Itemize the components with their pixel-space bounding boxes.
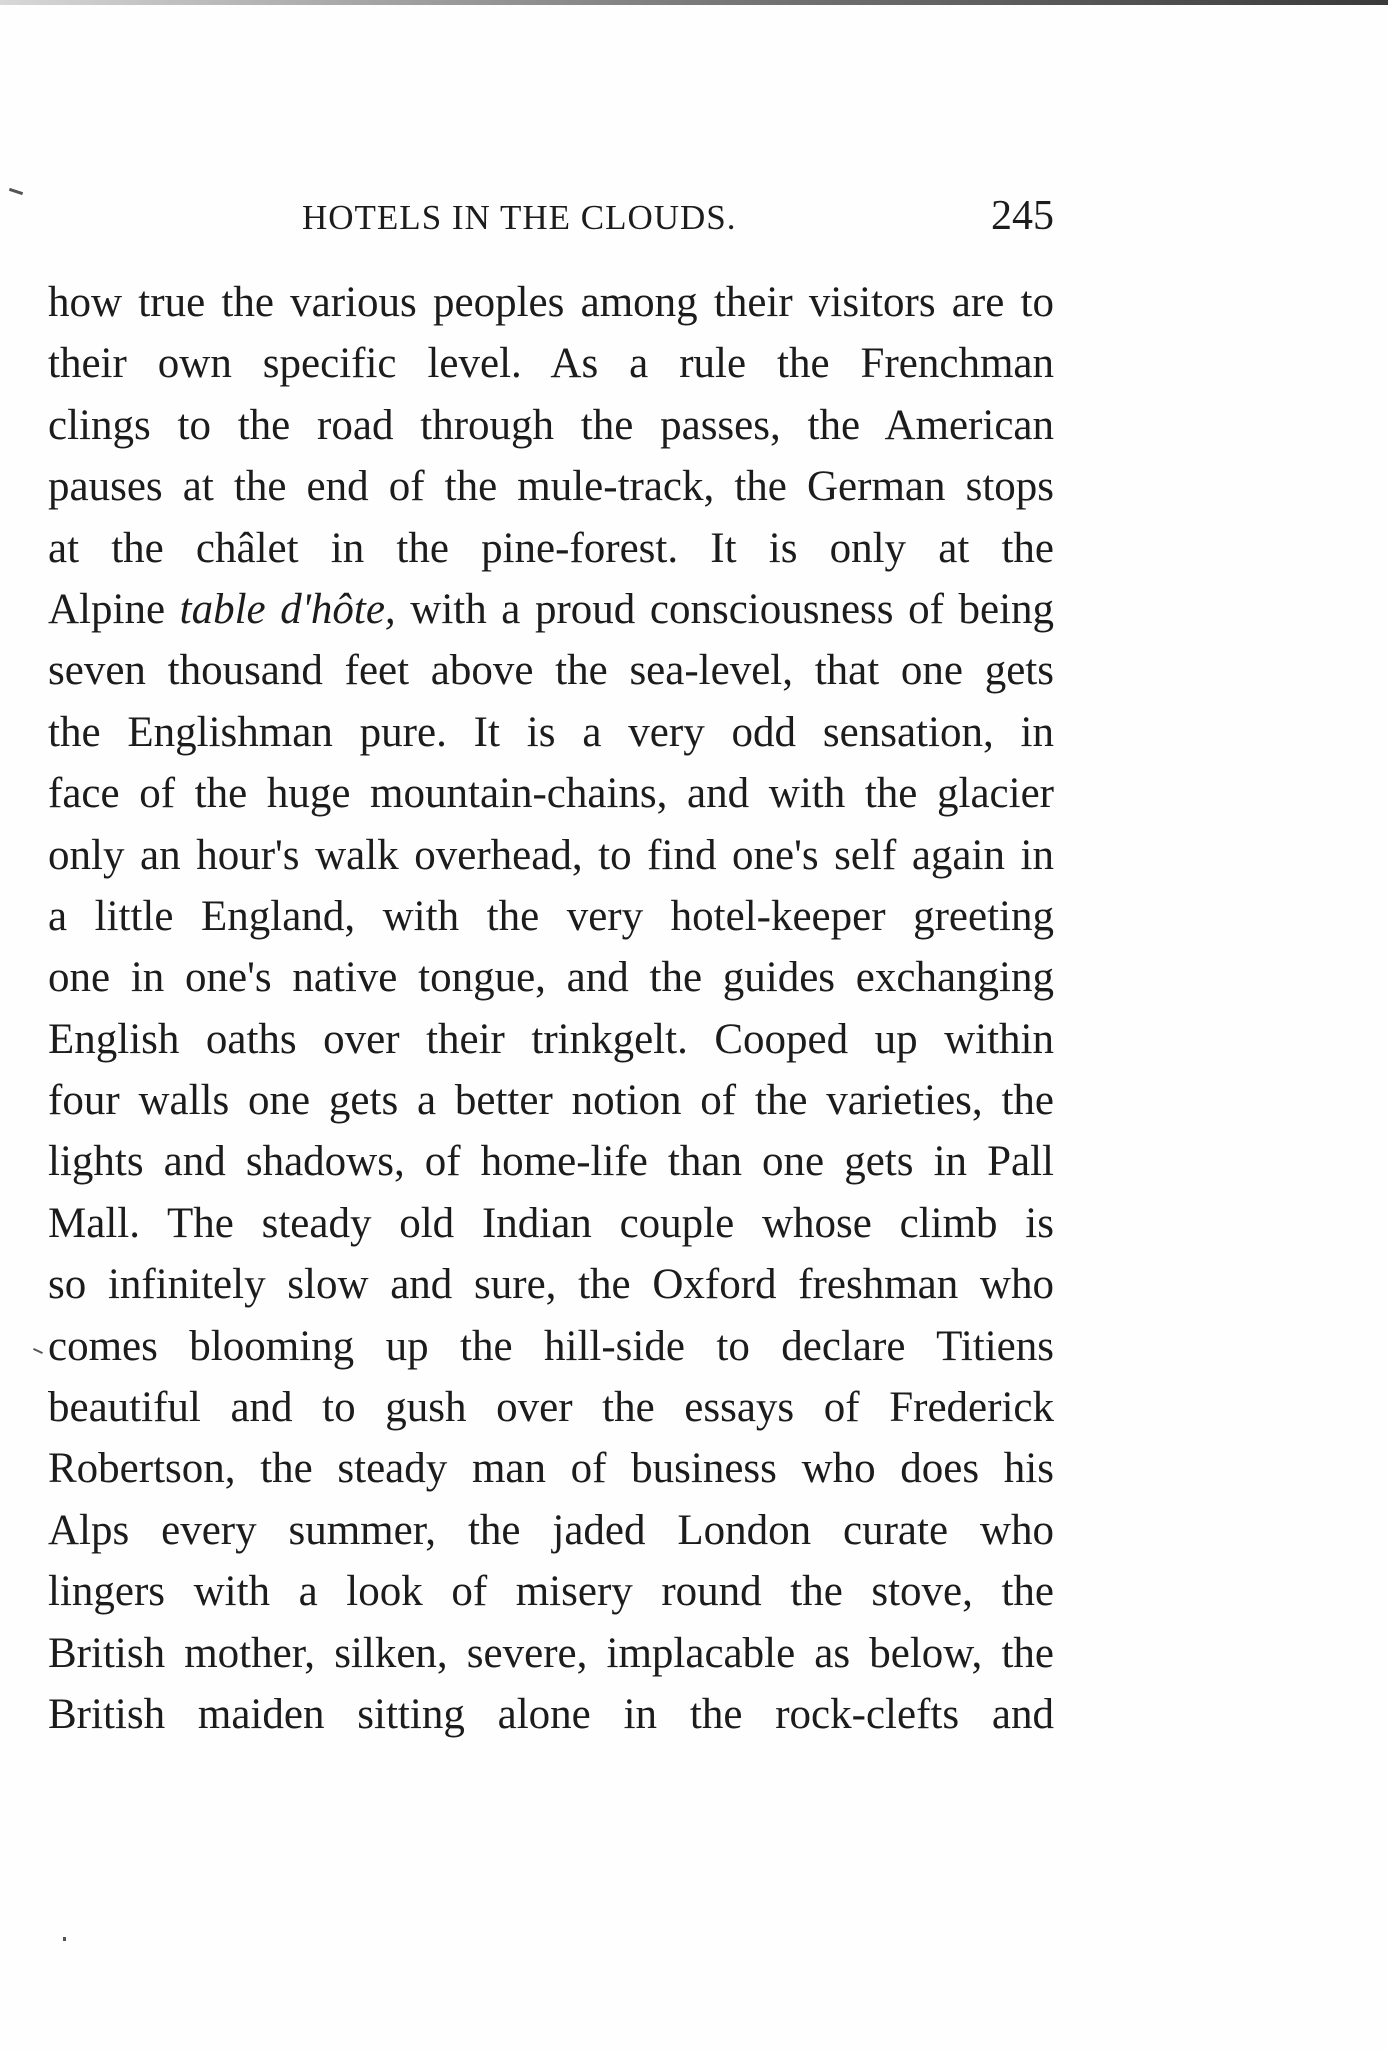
scan-speck	[63, 1937, 66, 1941]
text-line: pauses at the end of the mule-track, the German stops	[48, 463, 1054, 511]
text-line: Robertson, the steady man of business who does his	[48, 1445, 1054, 1493]
body-text	[48, 272, 1054, 1745]
text-line: their own specific level. As a rule the Frenchman	[48, 340, 1054, 388]
text-line: seven thousand feet above the sea-level, that one gets	[48, 647, 1054, 695]
running-head: HOTELS IN THE CLOUDS.	[302, 198, 737, 237]
text-line: Mall. The steady old Indian couple whose climb is	[48, 1199, 1054, 1247]
text-line: four walls one gets a better notion of the varieties, the	[48, 1077, 1054, 1125]
text-line: how true the various peoples among their visitors are to	[48, 279, 1054, 326]
text-line: comes blooming up the hill-side to declare Titiens	[48, 1322, 1054, 1370]
text-line: face of the huge mountain-chains, and with the glacier	[48, 770, 1054, 818]
text-line: the Englishman pure. It is a very odd sensation, in	[48, 708, 1054, 756]
text-line: a little England, with the very hotel-keeper greeting	[48, 892, 1054, 940]
text-line: at the châlet in the pine-forest. It is only at the	[48, 524, 1054, 572]
text-line: lights and shadows, of home-life than one gets in Pall	[48, 1138, 1054, 1186]
text-line: British mother, silken, severe, implacable as below, the	[48, 1629, 1054, 1677]
text-line: one in one's native tongue, and the guides exchanging	[48, 954, 1054, 1002]
page-header	[48, 188, 1054, 248]
text-line-prefix: Alpine	[48, 585, 166, 633]
text-line: clings to the road through the passes, the American	[48, 401, 1054, 449]
scan-speck	[9, 188, 23, 195]
text-line: lingers with a look of misery round the stove, the	[48, 1568, 1054, 1616]
text-line	[48, 579, 1054, 640]
text-line: so infinitely slow and sure, the Oxford freshman who	[48, 1261, 1054, 1309]
text-line: English oaths over their trinkgelt. Cooped up within	[48, 1015, 1054, 1063]
page-top-edge-shadow	[0, 0, 1388, 5]
text-line: only an hour's walk overhead, to find one's self again in	[48, 831, 1054, 879]
italic-phrase: table d'hôte,	[179, 585, 396, 633]
scan-speck	[33, 1348, 43, 1354]
text-line: beautiful and to gush over the essays of Frederick	[48, 1384, 1054, 1432]
page-number: 245	[991, 193, 1054, 239]
text-line-rest: with a proud consciousness of being	[410, 585, 1055, 633]
text-line: British maiden sitting alone in the rock-clefts and	[48, 1690, 1054, 1738]
text-line: Alps every summer, the jaded London curate who	[48, 1506, 1054, 1554]
